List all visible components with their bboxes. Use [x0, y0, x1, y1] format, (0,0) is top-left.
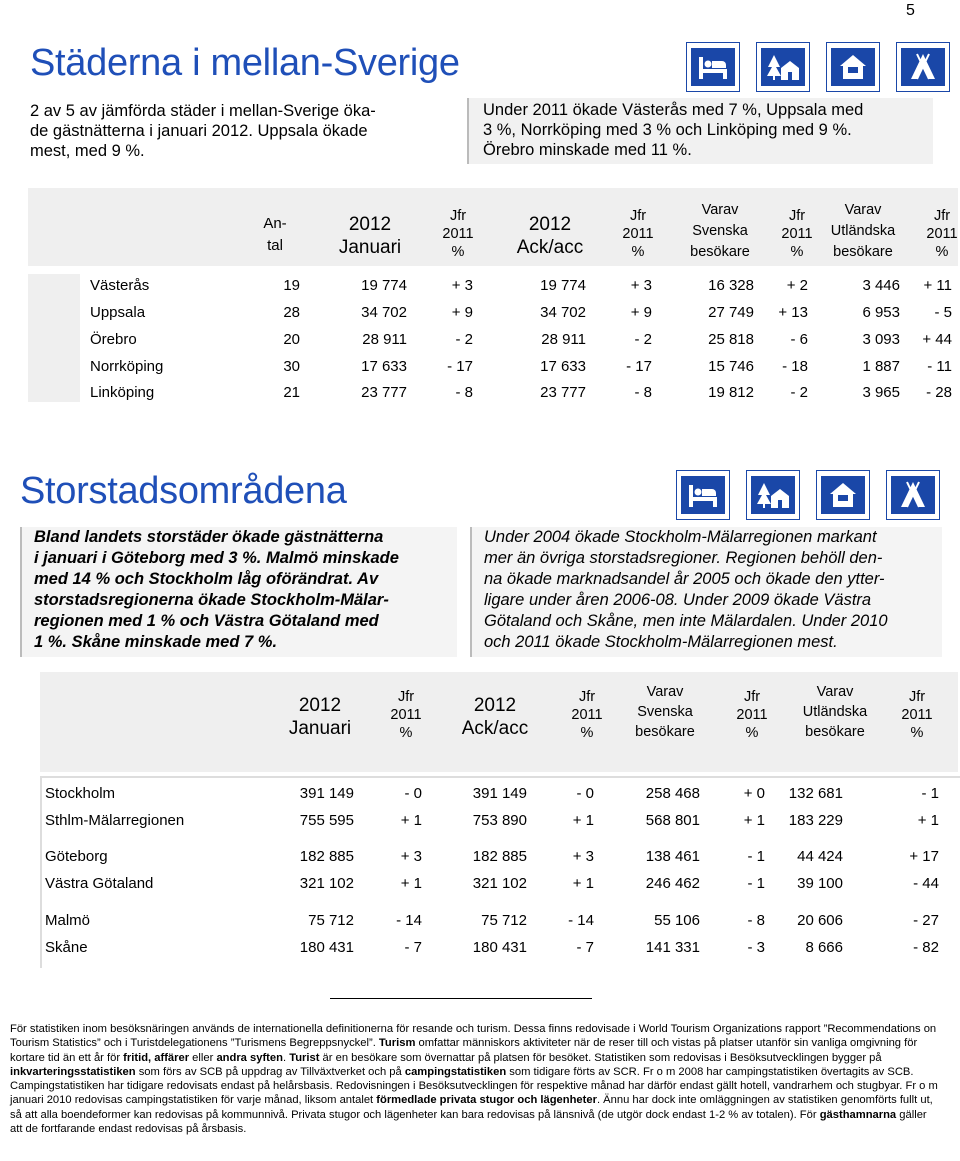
cell-sv: 141 331: [645, 939, 700, 956]
header-januari: 2012 Januari: [338, 214, 402, 258]
cell-sv: 55 106: [654, 912, 700, 929]
cell-sv: 568 801: [645, 812, 700, 829]
cell-sv: 19 812: [708, 384, 754, 401]
cell-jfr1: - 17: [447, 358, 473, 375]
cell-jfr3: + 2: [786, 277, 808, 294]
hostel-house-icon: [826, 42, 880, 92]
cell-jfr4: - 82: [913, 939, 939, 956]
cell-jfr2: + 3: [630, 277, 652, 294]
cell-sv: 138 461: [645, 848, 700, 865]
footnote-run: som förs av SCB på uppdrag av Tillväxtverket och på: [135, 1065, 405, 1078]
table-row: [90, 330, 955, 350]
hotel-bed-icon: [676, 470, 730, 520]
cell-ut: 20 606: [797, 912, 843, 929]
cell-antal: 21: [283, 384, 300, 401]
footnote-run: som tidigare förts av SCR. Fr o m 2008 har campingstatistiken övertagits av SCB. Campingstatistiken har tidigare redovisats endast på helårsbasis. Redovisningen i Besöksutvecklingen för respektive månad har därför endast gällt hotell, vandrarhem och stugbyar. Fr o m januari 2010 redovisas campingstatistiken för varje månad, liksom antalet: [10, 1065, 938, 1107]
cell-sv: 25 818: [708, 331, 754, 348]
cell-jfr2: + 1: [572, 812, 594, 829]
footnote-text: [10, 1022, 940, 1136]
row-name: Västerås: [90, 277, 150, 294]
cell-jfr1: - 8: [455, 384, 473, 401]
cell-antal: 28: [283, 304, 300, 321]
cell-jfr4: - 1: [921, 785, 939, 802]
header-jfr-4: Jfr 2011 %: [926, 208, 958, 260]
cell-jfr4: - 28: [926, 384, 952, 401]
cell-jfr4: + 11: [923, 277, 952, 294]
cell-jfr4: - 27: [913, 912, 939, 929]
cell-jfr3: - 1: [747, 875, 765, 892]
row-name: Västra Götaland: [45, 875, 154, 892]
cell-sv: 16 328: [708, 277, 754, 294]
cell-antal: 19: [283, 277, 300, 294]
cell-jfr2: - 8: [634, 384, 652, 401]
footnote-run: .: [282, 1051, 290, 1064]
row-name: Uppsala: [90, 304, 146, 321]
table-row: [45, 938, 945, 958]
cell-jfr4: - 5: [934, 304, 952, 321]
cell-jfr2: - 17: [626, 358, 652, 375]
camping-tent-icon: [896, 42, 950, 92]
cell-ack: 753 890: [472, 812, 527, 829]
footnote-run: omfattar människors aktiviteter när de reser till och vistas på platser utanför sin vanliga omgivning för kortare tid än ett år för: [10, 1037, 918, 1064]
header-ackacc: 2012 Ack/acc: [516, 214, 584, 258]
cell-ack: 28 911: [541, 331, 586, 348]
cell-ut: 132 681: [788, 785, 843, 802]
accommodation-icons-2: [676, 470, 940, 520]
cell-ut: 3 093: [862, 331, 900, 348]
cabin-village-icon: [756, 42, 810, 92]
intro-left-text: 2 av 5 av jämförda städer i mellan-Sverige öka- de gästnätterna i januari 2012. Uppsala ökade mest, med 9 %.: [30, 102, 376, 160]
hotel-bed-icon: [686, 42, 740, 92]
cell-jfr4: - 44: [913, 875, 939, 892]
cell-ut: 8 666: [805, 939, 843, 956]
table-row: [90, 357, 955, 377]
footnote-run: eller: [189, 1051, 217, 1064]
cell-jan: 321 102: [299, 875, 354, 892]
cell-jan: 180 431: [299, 939, 354, 956]
table-row: [45, 911, 945, 931]
cell-antal: 30: [283, 358, 300, 375]
cell-ut: 3 965: [862, 384, 900, 401]
cell-sv: 15 746: [708, 358, 754, 375]
cell-jfr3: - 2: [790, 384, 808, 401]
cell-jfr1: + 3: [451, 277, 473, 294]
cell-jan: 28 911: [362, 331, 407, 348]
footnote-bold-term: gästhamnarna: [819, 1108, 897, 1121]
cell-ack: 34 702: [540, 304, 586, 321]
table-row: [90, 383, 955, 403]
footnote-bold-term: förmedlade privata stugor och lägenheter: [376, 1094, 597, 1107]
cell-jfr1: + 3: [400, 848, 422, 865]
cell-ack: 75 712: [481, 912, 527, 929]
cell-jfr1: + 9: [451, 304, 473, 321]
cell-jan: 182 885: [299, 848, 354, 865]
cell-jfr4: + 17: [909, 848, 939, 865]
cell-ut: 183 229: [788, 812, 843, 829]
cell-jfr1: + 1: [400, 875, 422, 892]
header2-ackacc: 2012 Ack/acc: [461, 695, 529, 739]
header2-jfr-3: Jfr 2011 %: [736, 689, 768, 741]
header2-jfr-1: Jfr 2011 %: [390, 689, 422, 741]
cell-jan: 755 595: [299, 812, 354, 829]
header-antal: An- tal: [263, 215, 287, 254]
header-jfr-3: Jfr 2011 %: [781, 208, 813, 260]
header2-svenska: Varav Svenska besökare: [635, 684, 695, 740]
table1-left-stripe: [28, 274, 80, 402]
row-name: Linköping: [90, 384, 155, 401]
footnote-bold-term: fritid, affärer: [123, 1051, 190, 1064]
row-name: Sthlm-Mälarregionen: [45, 812, 185, 829]
header-utlandska: Varav Utländska besökare: [830, 202, 896, 260]
cell-jfr2: - 7: [576, 939, 594, 956]
cell-jan: 17 633: [361, 358, 407, 375]
page-number: 5: [906, 2, 915, 19]
cell-jfr3: - 1: [747, 848, 765, 865]
cell-jan: 23 777: [361, 384, 407, 401]
cell-ut: 39 100: [797, 875, 843, 892]
cell-jfr4: + 44: [922, 331, 952, 348]
header-svenska: Varav Svenska besökare: [690, 202, 750, 260]
cell-jfr2: + 3: [572, 848, 594, 865]
cell-jfr2: + 9: [630, 304, 652, 321]
cell-jfr3: - 3: [747, 939, 765, 956]
cell-ack: 19 774: [540, 277, 586, 294]
cell-jan: 391 149: [299, 785, 354, 802]
cell-ack: 180 431: [472, 939, 527, 956]
table-row: [90, 276, 955, 296]
row-name: Örebro: [90, 331, 137, 348]
header-jfr-2: Jfr 2011 %: [622, 208, 654, 260]
header2-utlandska: Varav Utländska besökare: [802, 684, 868, 740]
cell-ack: 23 777: [540, 384, 586, 401]
cell-ut: 1 887: [862, 358, 900, 375]
cell-jfr3: + 0: [743, 785, 765, 802]
header2-januari: 2012 Januari: [288, 695, 352, 739]
summary-bold-text: Bland landets storstäder ökade gästnätterna i januari i Göteborg med 3 %. Malmö minskade med 14 % och Stockholm låg oförändrat. Av storstadsregionerna ökade Stockholm-Mälar- regionen med 1 % och Västra Götaland med 1 %. Skåne minskade med 7 %.: [20, 527, 457, 657]
cell-jfr1: - 2: [455, 331, 473, 348]
cell-sv: 246 462: [645, 875, 700, 892]
cell-ack: 182 885: [472, 848, 527, 865]
hostel-house-icon: [816, 470, 870, 520]
table-row: [45, 847, 945, 867]
cell-jfr3: + 13: [778, 304, 808, 321]
cell-ut: 6 953: [862, 304, 900, 321]
section-title-mellan-sverige: Städerna i mellan-Sverige: [30, 42, 460, 84]
cell-jan: 75 712: [308, 912, 354, 929]
cell-jfr3: - 8: [747, 912, 765, 929]
footnote-bold-term: campingstatistiken: [404, 1065, 507, 1078]
cell-jfr4: + 1: [917, 812, 939, 829]
cell-ack: 391 149: [472, 785, 527, 802]
cell-jfr2: - 2: [634, 331, 652, 348]
cell-jfr1: - 0: [404, 785, 422, 802]
cell-jan: 34 702: [361, 304, 407, 321]
cell-jan: 19 774: [361, 277, 407, 294]
cell-jfr4: - 11: [927, 358, 952, 375]
cell-sv: 258 468: [645, 785, 700, 802]
footnote-run: gäller att de fortfarande endast redovisas på årsbasis.: [10, 1108, 927, 1136]
footnote-bold-term: Turism: [378, 1037, 416, 1050]
table-row: [45, 784, 945, 804]
row-name: Malmö: [45, 912, 91, 929]
row-name: Göteborg: [45, 848, 108, 865]
cell-sv: 27 749: [708, 304, 754, 321]
header2-jfr-4: Jfr 2011 %: [901, 689, 933, 741]
footnote-run: För statistiken inom besöksnäringen används de internationella definitionerna för resande och turism. Dessa finns redovisade i World Tourism Organizations rapport ”Recommendations on Tourism Statistics” och i Turistdelegationens ”Turismens Begreppsnyckel”.: [10, 1023, 937, 1050]
row-name: Skåne: [45, 939, 88, 956]
footnote-separator: [330, 998, 592, 999]
accommodation-icons-1: [686, 42, 950, 92]
table-row: [45, 874, 945, 894]
cell-ut: 44 424: [797, 848, 843, 865]
camping-tent-icon: [886, 470, 940, 520]
cell-jfr2: - 14: [568, 912, 594, 929]
footnote-bold-term: andra syften: [216, 1051, 283, 1064]
table-row: [45, 811, 945, 831]
cabin-village-icon: [746, 470, 800, 520]
cell-jfr1: - 14: [396, 912, 422, 929]
section-title-storstad: Storstadsområdena: [20, 470, 347, 512]
header-jfr-1: Jfr 2011 %: [442, 208, 474, 260]
cell-jfr1: + 1: [400, 812, 422, 829]
footnote-bold-term: Turist: [289, 1051, 320, 1064]
footnote-run: är en besökare som övernattar på platsen för besöket. Statistiken som redovisas i Besöksutvecklingen bygger på: [319, 1051, 882, 1064]
row-name: Norrköping: [90, 358, 164, 375]
table-row: [90, 303, 955, 323]
footnote-run: . Ännu har dock inte omläggningen av statistiken genomförts fullt ut, så att alla boendeformer kan redovisas på kommunnivå. Privata stugor och lägenheter kan bara redovisas på länsnivå (de utgör dock endast 1-2 % av totalen). För: [10, 1094, 933, 1121]
cell-ack: 17 633: [540, 358, 586, 375]
cell-jfr2: - 0: [576, 785, 594, 802]
intro-right-text: Under 2011 ökade Västerås med 7 %, Uppsala med 3 %, Norrköping med 3 % och Linköping med 9 %. Örebro minskade med 11 %.: [467, 98, 933, 164]
cell-jfr1: - 7: [404, 939, 422, 956]
cell-jfr3: + 1: [743, 812, 765, 829]
cell-jfr3: - 6: [790, 331, 808, 348]
cell-jfr3: - 18: [782, 358, 808, 375]
header2-jfr-2: Jfr 2011 %: [571, 689, 603, 741]
cell-jfr2: + 1: [572, 875, 594, 892]
footnote-bold-term: inkvarteringsstatistiken: [10, 1065, 136, 1078]
cell-antal: 20: [283, 331, 300, 348]
cell-ut: 3 446: [862, 277, 900, 294]
row-name: Stockholm: [45, 785, 116, 802]
cell-ack: 321 102: [472, 875, 527, 892]
history-text: Under 2004 ökade Stockholm-Mälarregionen markant mer än övriga storstadsregioner. Regionen behöll den- na ökade marknadsandel år 2005 och ökade den ytter- ligare under åren 2006-08. Under 2009 ökade Västra Götaland och Skåne, men inte Mälardalen. Under 2010 och 2011 ökade Stockholm-Mälarregionen mest.: [470, 527, 942, 657]
